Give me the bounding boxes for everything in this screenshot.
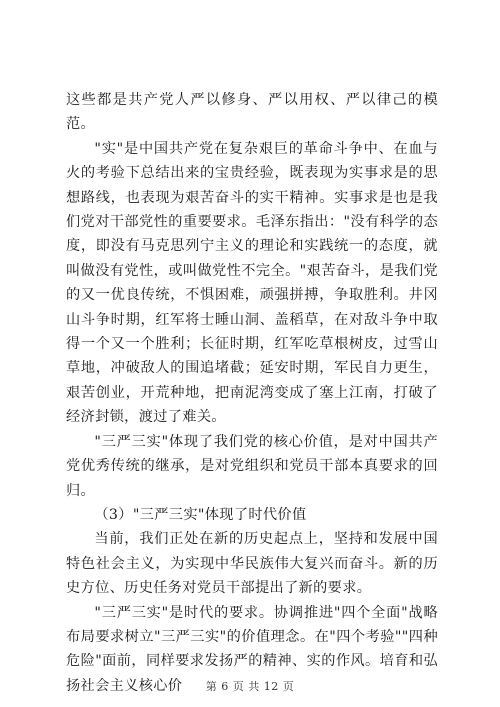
paragraph-5: "三严三实"是时代的要求。协调推进"四个全面"战略布局要求树立"三严三实"的价值理念。在"四个考验""四种危险"面前，同样要求发扬严的精神、实的作风。培育和弘扬社会主义核心价 [66,604,438,694]
paragraph-2: "实"是中国共产党在复杂艰巨的革命斗争中、在血与火的考验下总结出来的宝贵经验，既表现为实事求是的思想路线，也表现为艰苦奋斗的实干精神。实事求是也是我们党对干部党性的重要要求。毛泽东指出："没有科学的态度，即没有马克思列宁主义的理论和实践统一的态度，就叫做没有党性，或叫做党性不完全。"艰苦奋斗，是我们党的又一优良传统，不惧困难，顽强拼搏，争取胜利。井冈山斗争时期，红军将士睡山洞、盖稻草，在对敌斗争中取得一个又一个胜利；长征时期，红军吃草根树皮，过雪山草地，冲破敌人的围追堵截；延安时期，军民自力更生，艰苦创业，开荒种地，把南泥湾变成了塞上江南，打破了经济封锁，渡过了难关。 [66,140,438,426]
paragraph-1: 这些都是共产党人严以修身、严以用权、严以律己的模范。 [66,92,438,133]
paragraph-4: 当前，我们正处在新的历史起点上，坚持和发展中国特色社会主义，为实现中华民族伟大复兴而奋斗。新的历史方位、历史任务对党员干部提出了新的要求。 [66,531,438,597]
paragraph-3: "三严三实"体现了我们党的核心价值，是对中国共产党优秀传统的继承，是对党组织和党员干部本真要求的回归。 [66,433,438,499]
page-footer: 第 6 页 共 12 页 [205,680,295,693]
section-heading: （3）"三严三实"体现了时代价值 [94,506,307,523]
document-body [66,88,438,698]
